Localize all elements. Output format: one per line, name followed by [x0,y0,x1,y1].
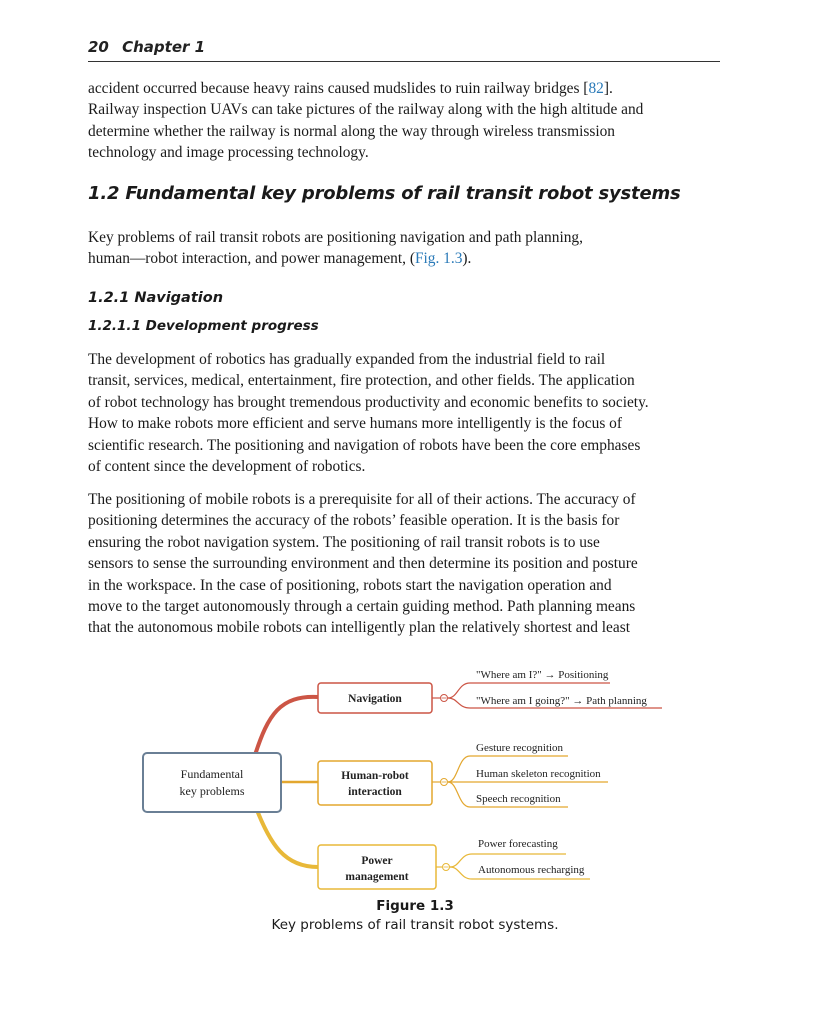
leaf-autonomous-recharging: Autonomous recharging [478,864,585,876]
leaf-speech-recognition: Speech recognition [476,793,561,805]
text-line: sensors to sense the surrounding environment and then determine its position and posture [88,555,638,573]
intro-paragraph [88,78,728,164]
leaf-skeleton-recognition: Human skeleton recognition [476,768,601,780]
subsubsection-heading: 1.2.1.1 Development progress [88,318,319,334]
power-connector [255,805,318,867]
page-number: 20 [88,38,109,56]
hri-node [318,761,432,805]
text-line: The positioning of mobile robots is a prerequisite for all of their actions. The accuracy of [88,491,636,508]
text-line: How to make robots more efficient and serve humans more intelligently is the focus of [88,415,622,433]
text-line: Railway inspection UAVs can take pictures of the railway along with the high altitude and [88,101,644,119]
text-line: Key problems of rail transit robots are positioning navigation and path planning, [88,229,583,246]
chapter-title: Chapter 1 [122,38,206,56]
hri-node-label: interaction [348,786,402,798]
navigation-node-label: Navigation [348,693,402,705]
text-line: accident occurred because heavy rains caused mudslides to ruin railway bridges [82]. [88,80,613,97]
figure-caption: Key problems of rail transit robot systems. [271,917,559,933]
figure-reference-link[interactable]: Fig. 1.3 [414,250,463,268]
text-line: human—robot interaction, and power management, (Fig. 1.3). [88,250,472,268]
navigation-connector [255,697,318,755]
text-line: in the workspace. In the case of positioning, robots start the navigation operation and [88,576,612,594]
leaf-power-forecasting: Power forecasting [478,838,558,850]
text-line: determine whether the railway is normal along the way through wireless transmission [88,122,615,140]
leaf-gesture-recognition: Gesture recognition [476,742,564,754]
text-line: ensuring the robot navigation system. The positioning of rail transit robots is to use [88,533,600,551]
root-node-label: key problems [179,784,245,798]
text-line: technology and image processing technology. [88,144,369,162]
mind-map-diagram [0,655,830,890]
figure-label: Figure 1.3 [376,898,454,914]
citation-link[interactable]: 82 [588,80,604,97]
section-paragraph [88,227,728,270]
text-line: The development of robotics has gradually expanded from the industrial field to rail [88,351,606,368]
leaf-positioning: "Where am I?" → Positioning [476,669,609,681]
power-node-label: management [345,871,409,883]
subsection-heading: 1.2.1 Navigation [88,290,224,306]
text-line: scientific research. The positioning and navigation of robots have been the core emphases [88,436,641,454]
text-line: positioning determines the accuracy of the robots’ feasible operation. It is the basis for [88,512,620,530]
text-line: move to the target autonomously through a certain guiding method. Path planning means [88,598,636,616]
leaf-path-planning: "Where am I going?" → Path planning [476,695,647,707]
running-head [88,38,720,62]
text-line: of content since the development of robotics. [88,458,366,476]
text-line: that the autonomous mobile robots can intelligently plan the relatively shortest and least [88,619,630,637]
root-node-label: Fundamental [180,767,244,781]
development-paragraph [88,349,728,477]
positioning-paragraph [88,489,728,639]
section-heading: 1.2 Fundamental key problems of rail transit robot systems [88,183,681,204]
root-node [143,753,281,812]
text-line: of robot technology has brought tremendous productivity and economic benefits to society. [88,393,649,411]
power-node-label: Power [361,855,393,867]
text-line: transit, services, medical, entertainment, fire protection, and other fields. The application [88,372,635,390]
hri-node-label: Human-robot [341,770,409,782]
